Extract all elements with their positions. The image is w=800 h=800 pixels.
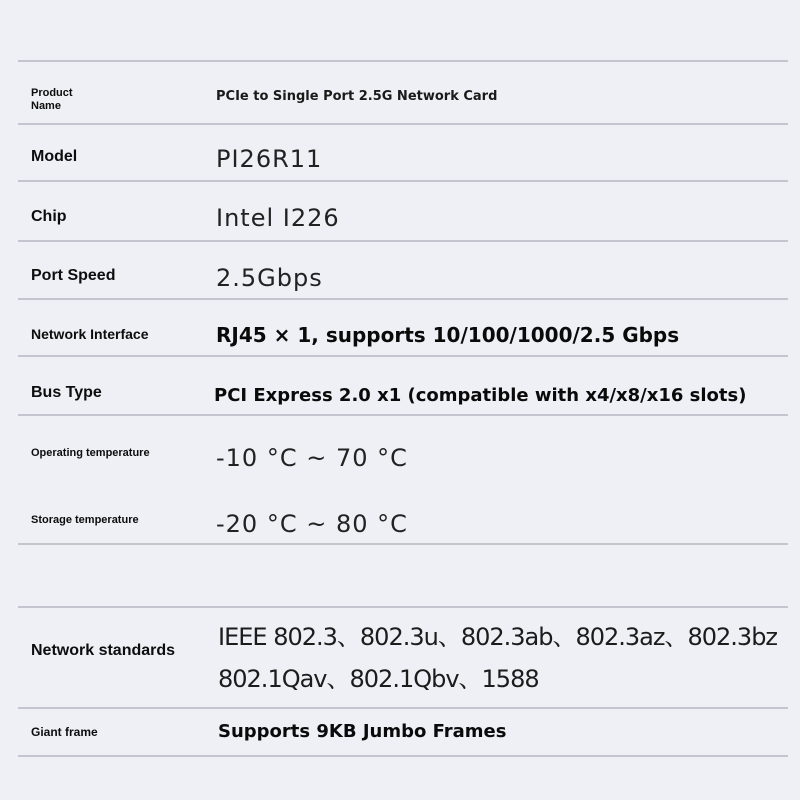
product-name-label-line1: Product	[31, 87, 73, 99]
divider	[18, 123, 788, 125]
product-name-label	[31, 87, 73, 113]
bus-type-label: Bus Type	[31, 384, 102, 401]
product-name-value: PCIe to Single Port 2.5G Network Card	[216, 89, 498, 104]
giant-frame-value: Supports 9KB Jumbo Frames	[218, 721, 507, 742]
network-standards-label: Network standards	[31, 642, 176, 659]
divider	[18, 707, 788, 709]
chip-label: Chip	[31, 208, 67, 225]
divider	[18, 180, 788, 182]
storage-temperature-label: Storage temperature	[31, 514, 139, 526]
operating-temperature-label: Operating temperature	[31, 447, 150, 459]
port-speed-value: 2.5Gbps	[216, 264, 323, 292]
model-label: Model	[31, 148, 78, 165]
divider	[18, 355, 788, 357]
network-standards-value-line1: IEEE 802.3、802.3u、802.3ab、802.3az、802.3bz	[218, 623, 778, 651]
network-interface-value: RJ45 × 1, supports 10/100/1000/2.5 Gbps	[216, 323, 680, 347]
divider-top	[18, 60, 788, 62]
divider	[18, 414, 788, 416]
model-value: PI26R11	[216, 145, 323, 173]
operating-temperature-value: -10 °C ~ 70 °C	[216, 444, 408, 472]
giant-frame-label: Giant frame	[31, 725, 98, 739]
divider	[18, 240, 788, 242]
divider-bottom	[18, 755, 788, 757]
port-speed-label: Port Speed	[31, 267, 116, 284]
network-standards-value-line2: 802.1Qav、802.1Qbv、1588	[218, 665, 539, 693]
chip-value: Intel I226	[216, 204, 340, 232]
product-name-label-line2: Name	[31, 100, 61, 112]
bus-type-value: PCI Express 2.0 x1 (compatible with x4/x8/x16 slots)	[214, 385, 747, 406]
storage-temperature-value: -20 °C ~ 80 °C	[216, 510, 408, 538]
network-interface-label: Network Interface	[31, 326, 149, 342]
divider	[18, 298, 788, 300]
divider	[18, 543, 788, 545]
divider	[18, 606, 788, 608]
